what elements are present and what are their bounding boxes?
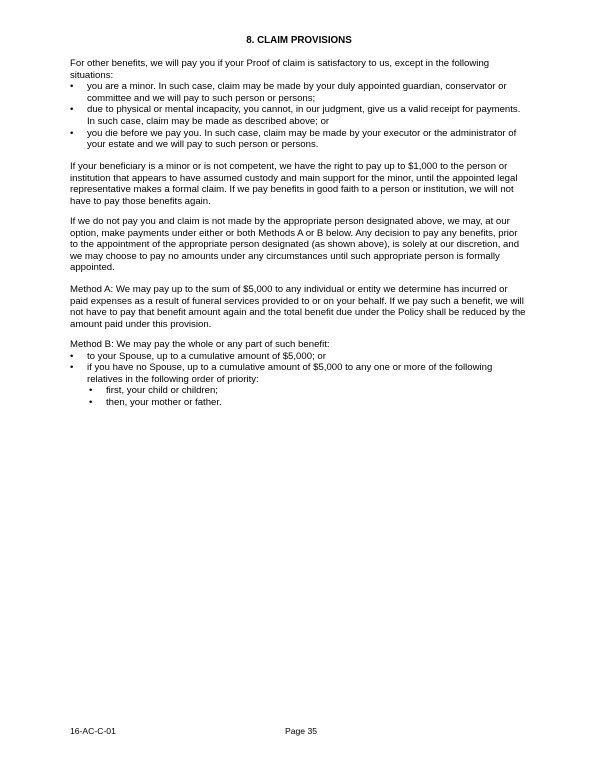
intro-block [70, 58, 528, 151]
list-item: • then, your mother or father. [70, 397, 528, 409]
situations-list [70, 81, 528, 151]
section-title: 8. CLAIM PROVISIONS [246, 35, 352, 46]
list-item: • you are a minor. In such case, claim may be made by your duly appointed guardian, conservator or committee and we will pay to such person or persons; [70, 81, 528, 104]
method-a-paragraph: Method A: We may pay up to the sum of $5,000 to any individual or entity we determine has incurred or paid expenses as a result of funeral services provided to or on your behalf. If we pay such a benefit, we will not have to pay that benefit amount again and the total benefit due under the Policy shall be reduced by the amount paid under this provision. [70, 284, 526, 330]
list-item: • due to physical or mental incapacity, you cannot, in our judgment, give us a valid receipt for payments. In such case, claim may be made as described above; or [70, 104, 528, 127]
list-item: • if you have no Spouse, up to a cumulative amount of $5,000 to any one or more of the following relatives in the following order of priority: [70, 362, 528, 385]
page-number: Page 35 [285, 726, 318, 736]
method-b-block [70, 339, 528, 409]
minor-beneficiary-paragraph: If your beneficiary is a minor or is not competent, we have the right to pay up to $1,000 to the person or institution that appears to have assumed custody and main support for the minor, until the appointed legal representative makes a formal claim. If we pay benefits in good faith to a person or institution, we will not have to pay those benefits again. [70, 161, 518, 207]
method-b-list [70, 351, 528, 386]
list-item: • you die before we pay you. In such case, claim may be made by your executor or the administrator of your estate and we will pay to such person or persons. [70, 128, 528, 151]
priority-list [70, 385, 528, 408]
form-number: 16-AC-C-01 [70, 726, 116, 736]
method-b-intro: Method B: We may pay the whole or any part of such benefit: [70, 339, 330, 350]
payment-methods-paragraph: If we do not pay you and claim is not made by the appropriate person designated above, we may, at our option, make payments under either or both Methods A or B below. Any decision to pay any benefits, prior to the appointment of the appropriate person designated (as shown above), is solely at our discretion, and we may choose to pay no amounts under any circumstances until such appropriate person is formally appointed. [70, 216, 520, 274]
intro-paragraph: For other benefits, we will pay you if your Proof of claim is satisfactory to us, except in the following situations: [70, 58, 490, 81]
list-item: • to your Spouse, up to a cumulative amount of $5,000; or [70, 351, 528, 363]
list-item: • first, your child or children; [70, 385, 528, 397]
